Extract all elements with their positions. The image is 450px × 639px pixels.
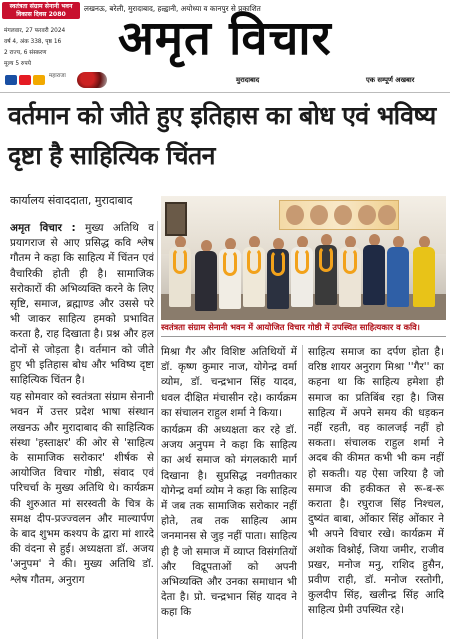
ad-logo-icon [19, 75, 31, 85]
column-divider [302, 345, 303, 639]
article-headline: वर्तमान को जीते हुए इतिहास का बोध एवं भविष्य दृष्टा है साहित्यिक चिंतन [8, 101, 436, 170]
lead-label: अमृत विचार : [10, 222, 76, 234]
newspaper-title: अमृत विचार [118, 11, 332, 66]
editions-line: लखनऊ, बरेली, मुरादाबाद, हल्द्वानी, अयोध्या व कानपुर से प्रकाशित [84, 4, 261, 13]
newspaper-tagline: एक सम्पूर्ण अखबार [366, 76, 415, 84]
paragraph-text: मुख्य अतिथि व प्रयागराज से आए प्रसिद्ध कवि श्लेष गौतम ने कहा कि साहित्य में चिंतन एवं वैचारिकी होती ही है। सामाजिक सरोकारों की अभिव्यक्ति करने के लिए सृष्टि, समाज, ब्रह्माण्ड और उससे परे भी जाकर साहित्य हमको प्रभावित करता है, राह दिखाता है। प्रश्न और हल दोनों से जोड़ता है। वर्तमान को जीते हुए भी इतिहास बोध और भविष्य दृष्टा साहित्यिक चिंतन है। [10, 222, 154, 387]
issue-number: वर्ष 4, अंक 338, पृष्ठ 16 [4, 39, 62, 45]
article-column-left [10, 221, 154, 639]
badge-line-2: विकास दिवस 2080 [16, 11, 66, 18]
portrait-frame [165, 202, 187, 236]
issue-date: मंगलवार, 27 फरवरी 2024 [4, 28, 66, 34]
ad-logo-icon [33, 75, 45, 85]
issue-price: मूल्य 5 रुपये [4, 61, 31, 67]
edition-badge [2, 2, 80, 19]
caption-divider [161, 336, 446, 337]
paragraph: कार्यक्रम की अध्यक्षता कर रहे डॉ. अजय अनुपम ने कहा कि साहित्य का अर्थ समाज को मंगलकारी मार्ग दिखाना है। सुप्रसिद्ध नवगीतकार योगेन्द्र वर्मा व्योम ने कहा कि साहित्य में जब तक सामाजिक सरोकार नहीं होते, तब तक साहित्य आम जनमानस से जुड़ नहीं पाता। साहित्य ही है जो समाज में व्याप्त विसंगतियों और विद्रूपताओं को अपनी अभिव्यक्ति और उनका समाधान भी देता है। प्रो. चन्द्रभान सिंह यादव ने कहा कि [161, 424, 297, 619]
paragraph: यह सोमवार को स्वतंत्रता संग्राम सेनानी भवन में उत्तर प्रदेश भाषा संस्थान लखनऊ और मुरादाबाद की साहित्यिक संस्था 'हस्ताक्षर' की ओर से 'साहित्य के सामाजिक सरोकार' शीर्षक से आयोजित विचार गोष्ठी, संवाद एवं परिचर्चा के मुख्य अतिथि थे। कार्यक्रम की शुरुआत मां सरस्वती के चित्र के समक्ष दीप-प्रज्ज्वलन और माल्यार्पण के बाद शुभम कश्यप के द्वारा मां शारदे की वंदना से हुई। अध्यक्षता डॉ. अजय 'अनुपम' ने की। मुख्य अतिथि डॉ. श्लेष गौतम, अनुराग [10, 391, 154, 586]
article-column-right [308, 345, 444, 639]
ad-banner [3, 72, 111, 88]
paragraph: मिश्रा गैर और विशिष्ट अतिथियों में डॉ. कृष्ण कुमार नाज, योगेन्द्र वर्मा व्योम, डॉ. चन्द्रभान सिंह यादव, धवल दीक्षित मंचासीन रहे। कार्यक्रम का संचालन राहुल शर्मा ने किया। [161, 346, 297, 419]
ad-logo-icon [5, 75, 17, 85]
badge-line-1: स्वतंत्रता संग्राम सेनानी भवन [9, 3, 73, 10]
column-divider [157, 221, 158, 639]
masthead [0, 0, 450, 92]
paragraph: साहित्य समाज का दर्पण होता है। वरिष्ठ शायर अनुराग मिश्रा ''गैर'' का कहना था कि साहित्य हमेशा ही समाज का प्रतिबिंब रहा है। जिस साहित्य में अपने समय की धड़कन नहीं रहती, वह कालजई नहीं हो सकता। संचालक राहुल शर्मा ने अदब की कीमत कभी भी कम नहीं हो सकती। यह ऐसा जरिया है जो समाज की हकीकत से रू-ब-रू कराता है। रघुराज सिंह निश्चल, दुष्यंत बाबा, ओंकार सिंह ओंकार ने भी अपने विचार रखे। कार्यक्रम में अशोक विश्नोई, जिया जमीर, राजीव प्रखर, मनोज मनु, राशिद हुसैन, प्रवीण राही, डॉ. मनोज रस्तोगी, कुलदीप सिंह, खलीन्द्र सिंह आदि साहित्य प्रेमी उपस्थित रहे। [308, 346, 444, 617]
ad-image [77, 72, 107, 88]
paragraph [10, 221, 154, 388]
photo-caption: स्वतंत्रता संग्राम सेनानी भवन में आयोजित विचार गोष्ठी में उपस्थित साहित्यकार व कवि। [161, 322, 420, 332]
masthead-divider [0, 92, 450, 93]
ad-text: महाराजा [49, 73, 66, 79]
article-byline: कार्यालय संवाददाता, मुरादाबाद [10, 194, 133, 207]
stage-banner [279, 200, 399, 230]
event-photo [161, 196, 446, 320]
issue-states: 2 राज्य, 6 संस्करण [4, 50, 47, 56]
edition-city: मुरादाबाद [236, 76, 260, 84]
issue-meta [4, 26, 65, 70]
article-column-middle [161, 345, 297, 639]
